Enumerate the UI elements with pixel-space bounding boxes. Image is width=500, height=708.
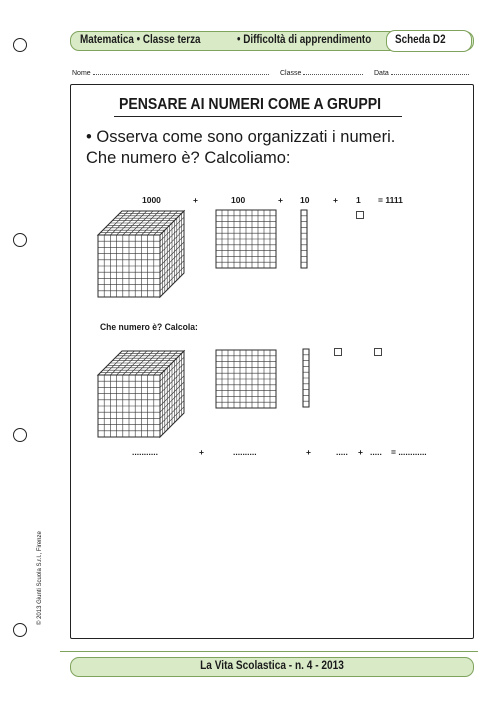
example-plus-sign: + bbox=[333, 195, 338, 205]
instruction-line-2: Che numero è? Calcoliamo: bbox=[86, 149, 291, 167]
name-line[interactable] bbox=[93, 68, 269, 75]
name-field bbox=[72, 68, 269, 77]
ten-rod bbox=[300, 209, 310, 271]
thousand-cube bbox=[96, 349, 186, 445]
exercise-prompt: Che numero è? Calcola: bbox=[100, 322, 198, 333]
date-label: Data bbox=[374, 70, 389, 77]
class-label: Classe bbox=[280, 70, 302, 77]
unit-cube bbox=[356, 211, 364, 219]
example-one-label: 1 bbox=[356, 195, 361, 205]
instruction-line-1: • Osserva come sono organizzati i numeri. bbox=[86, 128, 396, 146]
answer-blank-tens[interactable]: ..... bbox=[336, 447, 348, 457]
date-field bbox=[374, 68, 469, 77]
ten-rod bbox=[302, 348, 312, 410]
copyright-text: © 2013 Giunti Scuola S.r.l., Firenze bbox=[37, 531, 43, 625]
hundred-flat bbox=[215, 349, 279, 411]
answer-blank-hundreds[interactable]: .......... bbox=[233, 447, 257, 457]
answer-blank-units[interactable]: ..... bbox=[370, 447, 382, 457]
thousand-cube bbox=[96, 209, 186, 305]
date-line[interactable] bbox=[391, 68, 469, 75]
class-line[interactable] bbox=[303, 68, 363, 75]
class-field bbox=[280, 68, 363, 77]
footer-rule bbox=[60, 651, 478, 652]
exercise-plus-sign: + bbox=[358, 447, 363, 457]
unit-cube bbox=[334, 348, 342, 356]
answer-blank-total[interactable]: = ............ bbox=[391, 447, 427, 457]
worksheet-title: PENSARE AI NUMERI COME A GRUPPI bbox=[118, 96, 382, 113]
example-ten-label: 10 bbox=[300, 195, 310, 205]
unit-cube bbox=[374, 348, 382, 356]
header-subject: Matematica • Classe terza bbox=[80, 34, 201, 46]
sheet-tag bbox=[386, 30, 472, 52]
binder-hole bbox=[13, 623, 27, 637]
exercise-plus-sign: + bbox=[306, 447, 311, 457]
example-plus-sign: + bbox=[278, 195, 283, 205]
exercise-plus-sign: + bbox=[199, 447, 204, 457]
footer-banner bbox=[70, 657, 474, 677]
title-underline bbox=[114, 116, 402, 117]
example-hundred-label: 100 bbox=[231, 195, 246, 205]
hundred-flat bbox=[215, 209, 279, 271]
header-topic: • Difficoltà di apprendimento bbox=[237, 34, 372, 46]
example-thousand-label: 1000 bbox=[142, 195, 161, 205]
name-label: Nome bbox=[72, 70, 91, 77]
answer-blank-thousands[interactable]: ........... bbox=[132, 447, 158, 457]
example-result: = 1111 bbox=[378, 195, 403, 205]
footer-text: La Vita Scolastica - n. 4 - 2013 bbox=[200, 660, 344, 672]
example-plus-sign: + bbox=[193, 195, 198, 205]
binder-hole bbox=[13, 38, 27, 52]
binder-hole bbox=[13, 233, 27, 247]
sheet-label: Scheda D2 bbox=[395, 34, 446, 46]
binder-hole bbox=[13, 428, 27, 442]
